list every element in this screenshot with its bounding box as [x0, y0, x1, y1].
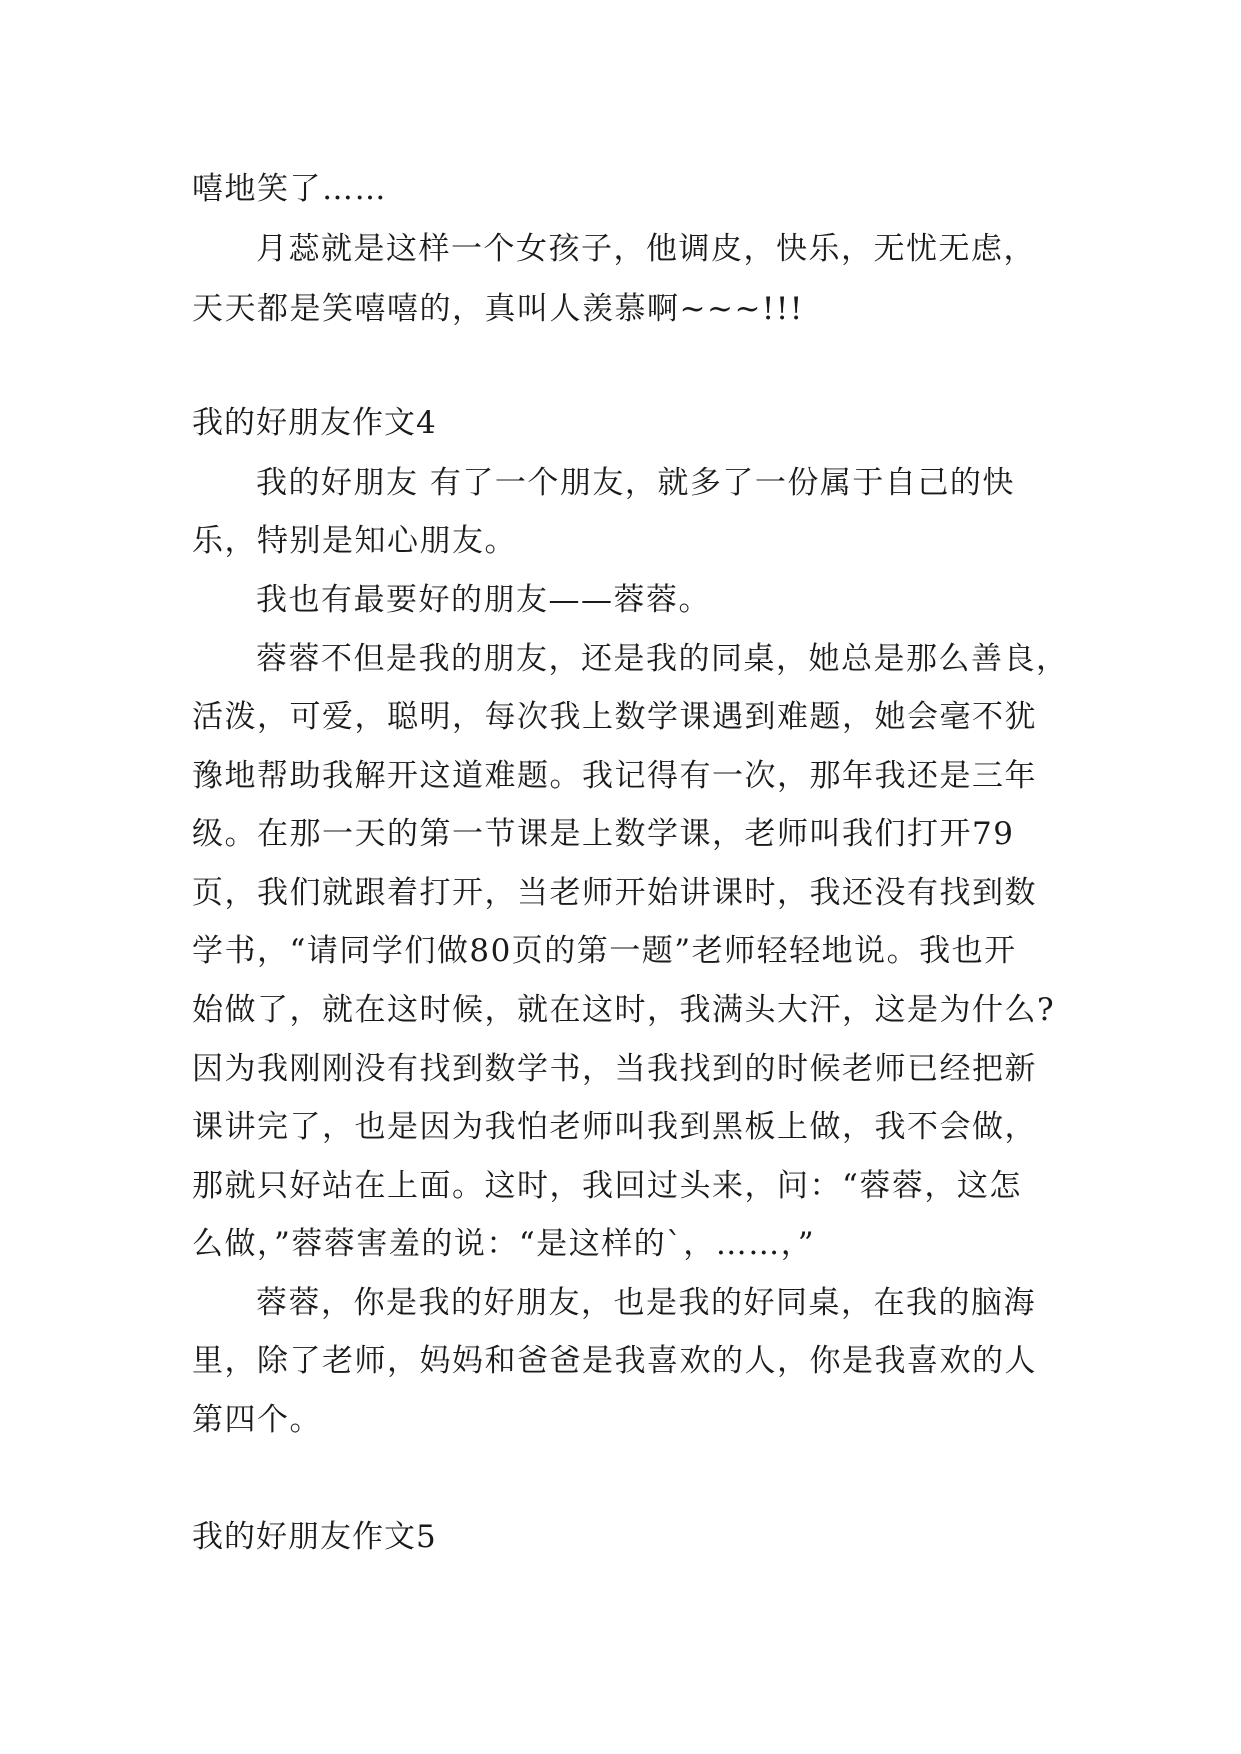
text-line: 学书，“请同学们做80页的第一题”老师轻轻地说。我也开 — [192, 933, 1017, 969]
text-line: 乐，特别是知心朋友。 — [192, 523, 517, 559]
section-heading: 我的好朋友作文4 — [192, 405, 437, 441]
text-line: 天天都是笑嘻嘻的，真叫人羡慕啊~~~!!! — [192, 291, 804, 327]
text-line: 活泼，可爱，聪明，每次我上数学课遇到难题，她会毫不犹 — [192, 699, 1037, 735]
paragraph-start: 月蕊就是这样一个女孩子，他调皮，快乐，无忧无虑， — [256, 231, 1036, 267]
text-line: 第四个。 — [192, 1402, 322, 1438]
text-line: 那就只好站在上面。这时，我回过头来，问：“蓉蓉，这怎 — [192, 1168, 1022, 1204]
paragraph-start: 我的好朋友 有了一个朋友，就多了一份属于自己的快 — [256, 465, 1015, 501]
text-line: 始做了，就在这时候，就在这时，我满头大汗，这是为什么? — [192, 992, 1056, 1028]
text-line: 课讲完了，也是因为我怕老师叫我到黑板上做，我不会做， — [192, 1109, 1037, 1145]
text-line: 里，除了老师，妈妈和爸爸是我喜欢的人，你是我喜欢的人 — [192, 1343, 1037, 1379]
text-line: 嘻地笑了…… — [192, 171, 387, 207]
text-line: 么做，”蓉蓉害羞的说：“是这样的`，……，” — [192, 1226, 816, 1262]
paragraph-start: 蓉蓉不但是我的朋友，还是我的同桌，她总是那么善良， — [256, 641, 1069, 677]
paragraph-start: 我也有最要好的朋友——蓉蓉。 — [256, 582, 711, 618]
text-line: 因为我刚刚没有找到数学书，当我找到的时候老师已经把新 — [192, 1051, 1037, 1087]
text-line: 豫地帮助我解开这道难题。我记得有一次，那年我还是三年 — [192, 758, 1037, 794]
text-line: 级。在那一天的第一节课是上数学课，老师叫我们打开79 — [192, 816, 1015, 852]
section-heading: 我的好朋友作文5 — [192, 1519, 437, 1555]
text-line: 页，我们就跟着打开，当老师开始讲课时，我还没有找到数 — [192, 875, 1037, 911]
paragraph-start: 蓉蓉，你是我的好朋友，也是我的好同桌，在我的脑海 — [256, 1285, 1036, 1321]
